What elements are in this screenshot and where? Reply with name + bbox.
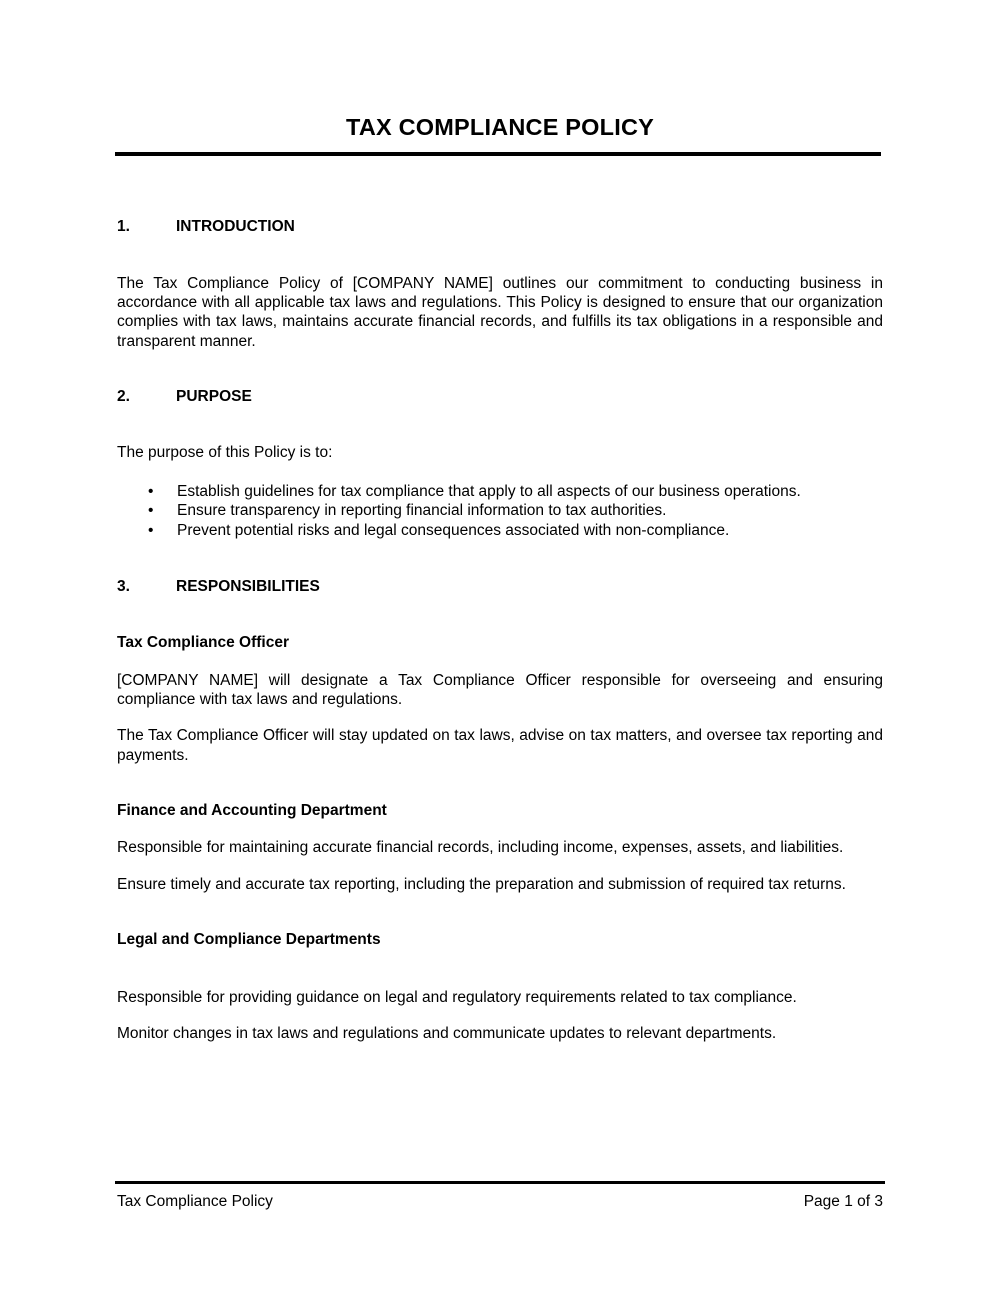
paragraph: Ensure timely and accurate tax reporting, including the preparation and submission of required tax returns. (117, 875, 846, 893)
paragraph-purpose-lead: The purpose of this Policy is to: (117, 444, 333, 462)
page-footer (115, 1181, 885, 1211)
section-heading-label: RESPONSIBILITIES (176, 577, 320, 595)
section-number: 2. (117, 388, 130, 406)
paragraph: [COMPANY NAME] will designate a Tax Compliance Officer responsible for overseeing and ensuring compliance with tax laws and regulations. (117, 671, 883, 708)
paragraph: Responsible for providing guidance on legal and regulatory requirements related to tax compliance. (117, 988, 797, 1006)
paragraph-introduction: The Tax Compliance Policy of [COMPANY NAME] outlines our commitment to conducting business in accordance with all applicable tax laws and regulations. This Policy is designed to ensure that our organization complies with tax laws, maintains accurate financial records, and fulfills its tax obligations in a responsible and transparent manner. (117, 274, 883, 350)
section-heading-responsibilities (117, 577, 883, 596)
paragraph: Responsible for maintaining accurate financial records, including income, expenses, assets, and liabilities. (117, 839, 844, 857)
footer-page-number: Page 1 of 3 (803, 1193, 883, 1210)
section-number: 3. (117, 577, 130, 595)
paragraph: Monitor changes in tax laws and regulations and communicate updates to relevant departments. (117, 1024, 777, 1042)
bullet-item: • Establish guidelines for tax compliance that apply to all aspects of our business operations. (117, 482, 883, 502)
subsection-heading-finance-accounting: Finance and Accounting Department (117, 802, 387, 820)
paragraph: The Tax Compliance Officer will stay updated on tax laws, advise on tax matters, and oversee tax reporting and payments. (117, 727, 883, 764)
subsection-heading-legal-compliance: Legal and Compliance Departments (117, 931, 381, 949)
footer-rule (115, 1181, 885, 1184)
section-heading-purpose (117, 387, 883, 406)
section-heading-label: PURPOSE (176, 388, 252, 406)
bullet-item: • Prevent potential risks and legal consequences associated with non-compliance. (117, 521, 883, 541)
purpose-bullet-list (117, 482, 883, 541)
document-title: TAX COMPLIANCE POLICY (346, 114, 654, 140)
bullet-item: • Ensure transparency in reporting financial information to tax authorities. (117, 501, 883, 521)
subsection-heading-tax-compliance-officer: Tax Compliance Officer (117, 634, 289, 652)
footer-row (115, 1192, 885, 1211)
section-heading-label: INTRODUCTION (176, 218, 295, 236)
section-heading-introduction (117, 217, 883, 236)
footer-document-title: Tax Compliance Policy (117, 1193, 273, 1210)
section-number: 1. (117, 218, 130, 236)
title-rule (115, 152, 881, 156)
